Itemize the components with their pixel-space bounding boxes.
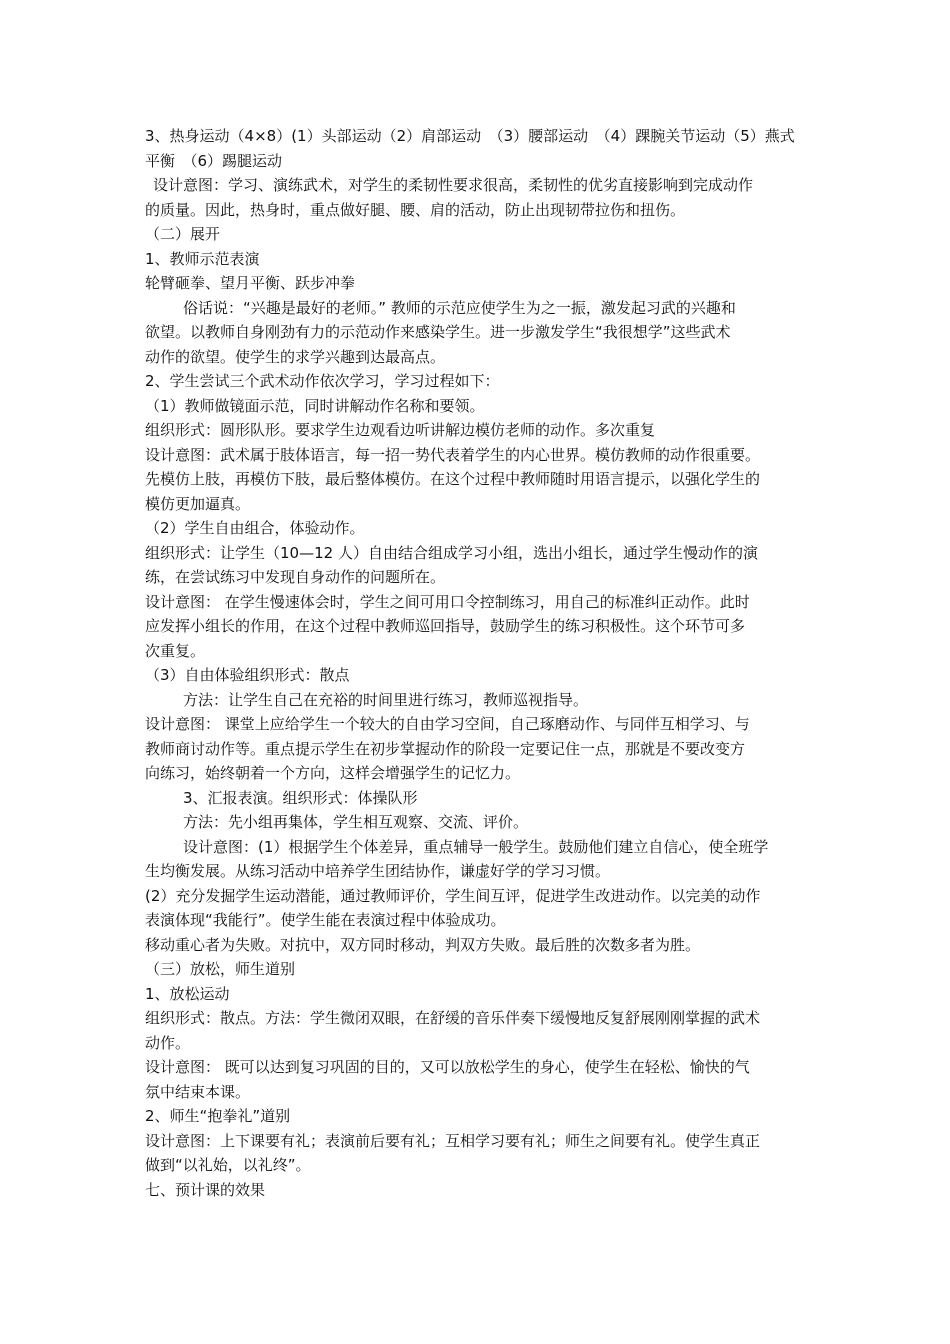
- subsection-heading: 1、教师示范表演: [145, 249, 260, 268]
- text-line: 动作。: [145, 1033, 191, 1052]
- text-line: 移动重心者为失败。对抗中，双方同时移动，判双方失败。最后胜的次数多者为胜。: [145, 935, 701, 954]
- text-line: 设计意图：武术属于肢体语言，每一招一势代表着学生的内心世界。模仿教师的动作很重要。: [145, 445, 761, 464]
- text-line: 设计意图：(1）根据学生个体差异，重点辅导一般学生。鼓励他们建立自信心，使全班学: [183, 837, 769, 856]
- text-line: 做到“以礼始，以礼终”。: [145, 1156, 311, 1174]
- text-line: 欲望。以教师自身刚劲有力的示范动作来感染学生。进一步激发学生“我很想学”这些武术: [145, 323, 731, 341]
- text-line: （1）教师做镜面示范，同时讲解动作名称和要领。: [145, 396, 485, 415]
- text-line: 的质量。因此，热身时，重点做好腿、腰、肩的活动，防止出现韧带拉伤和扭伤。: [145, 200, 686, 219]
- document-page: [145, 124, 825, 1202]
- text-line: 3、热身运动（4×8）(1）头部运动（2）肩部运动 （3）腰部运动 （4）踝腕关节运动（5）燕式: [145, 127, 795, 145]
- text-line: 生均衡发展。从练习活动中培养学生团结协作，谦虚好学的学习习惯。: [145, 862, 611, 880]
- text-line: 设计意图：上下课要有礼；表演前后要有礼；互相学习要有礼；师生之间要有礼。使学生真正: [145, 1131, 761, 1150]
- text-line: 次重复。: [145, 641, 206, 660]
- section-heading: （三）放松，师生道别: [145, 960, 296, 978]
- text-line: 俗话说：“兴趣是最好的老师。” 教师的示范应使学生为之一振，激发起习武的兴趣和: [183, 298, 736, 317]
- text-line: 设计意图： 在学生慢速体会时，学生之间可用口令控制练习，用自己的标准纠正动作。此时: [145, 592, 750, 611]
- text-line: 动作的欲望。使学生的求学兴趣到达最高点。: [145, 347, 446, 366]
- text-line: 应发挥小组长的作用，在这个过程中教师巡回指导，鼓励学生的练习积极性。这个环节可多: [145, 617, 746, 635]
- text-line: 组织形式：让学生（10—12 人）自由结合组成学习小组，选出小组长，通过学生慢动作的演: [145, 543, 758, 562]
- subsection-heading: 1、放松运动: [145, 984, 230, 1003]
- text-line: 平衡 （6）踢腿运动: [145, 151, 283, 170]
- subsection-heading: 2、师生“抱拳礼”道别: [145, 1107, 291, 1125]
- section-heading: 七、预计课的效果: [145, 1180, 266, 1199]
- text-line: 3、汇报表演。组织形式：体操队形: [183, 788, 418, 807]
- text-line: 教师商讨动作等。重点提示学生在初步掌握动作的阶段一定要记住一点，那就是不要改变方: [145, 739, 746, 758]
- text-line: 模仿更加逼真。: [145, 494, 251, 513]
- text-line: （3）自由体验组织形式：散点: [145, 666, 350, 684]
- subsection-heading: 2、学生尝试三个武术动作依次学习，学习过程如下：: [145, 372, 500, 390]
- section-heading: （二）展开: [145, 225, 221, 243]
- text-line: 设计意图： 既可以达到复习巩固的目的，又可以放松学生的身心，使学生在轻松、愉快的气: [145, 1058, 750, 1076]
- text-line: 设计意图： 课堂上应给学生一个较大的自由学习空间，自己琢磨动作、与同伴互相学习、与: [145, 715, 750, 733]
- text-line: 组织形式：圆形队形。要求学生边观看边听讲解边模仿老师的动作。多次重复: [145, 421, 656, 439]
- text-line: 方法：让学生自己在充裕的时间里进行练习，教师巡视指导。: [183, 690, 589, 709]
- text-line: 练，在尝试练习中发现自身动作的问题所在。: [145, 568, 446, 586]
- text-line: (2）充分发掘学生运动潜能，通过教师评价，学生间互评，促进学生改进动作。以完美的动作: [145, 886, 761, 905]
- text-line: （2）学生自由组合，体验动作。: [145, 519, 365, 537]
- text-line: 表演体现“我能行”。使学生能在表演过程中体验成功。: [145, 911, 506, 929]
- text-line: 轮臂砸拳、望月平衡、跃步冲拳: [145, 274, 356, 292]
- text-line: 先模仿上肢，再模仿下肢，最后整体模仿。在这个过程中教师随时用语言提示，以强化学生的: [145, 470, 761, 488]
- text-line: 方法：先小组再集体，学生相互观察、交流、评价。: [183, 813, 529, 831]
- text-line: 向练习，始终朝着一个方向，这样会增强学生的记忆力。: [145, 764, 521, 782]
- text-line: 设计意图：学习、演练武术，对学生的柔韧性要求很高，柔韧性的优劣直接影响到完成动作: [153, 176, 754, 194]
- text-line: 氛中结束本课。: [145, 1082, 251, 1101]
- text-line: 组织形式：散点。方法：学生微闭双眼，在舒缓的音乐伴奏下缓慢地反复舒展刚刚掌握的武术: [145, 1009, 761, 1027]
